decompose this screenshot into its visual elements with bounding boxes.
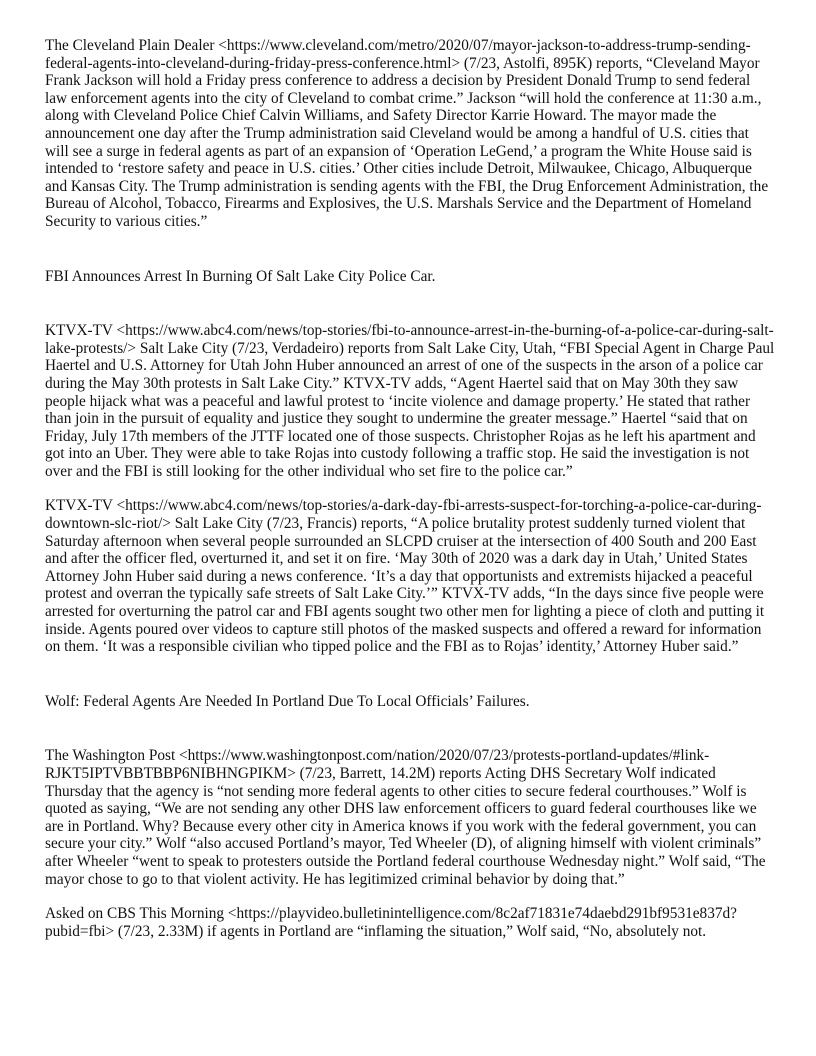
spacer (45, 285, 775, 322)
headline-wolf-portland: Wolf: Federal Agents Are Needed In Portland Due To Local Officials’ Failures. (45, 692, 530, 710)
document-page (45, 37, 775, 940)
paragraph-ktvx-francis: KTVX-TV <https://www.abc4.com/news/top-stories/a-dark-day-fbi-arrests-suspect-for-torching-a-police-car-during-downtown-slc-riot/> Salt Lake City (7/23, Francis) reports, “A police brutality protest suddenly turned violent that Saturday afternoon when several people surrounded an SLCPD cruiser at the intersection of 400 South and 200 East and after the officer fled, overturned it, and set it on fire. ‘May 30th of 2020 was a dark day in Utah,’ United States Attorney John Huber said during a news conference. ‘It’s a day that opportunists and extremists hijacked a peaceful protest and overran the typically safe streets of Salt Lake City.’” KTVX-TV adds, “In the days since five people were arrested for overturning the patrol car and FBI agents sought two other men for lighting a piece of cloth and putting it inside. Agents poured over videos to capture still photos of the masked suspects and offered a reward for information on them. ‘It was a responsible civilian who tipped police and the FBI as to Rojas’ identity,’ Attorney Huber said.” (45, 497, 765, 656)
paragraph-ktvx-verdadeiro: KTVX-TV <https://www.abc4.com/news/top-stories/fbi-to-announce-arrest-in-the-burning-of-a-police-car-during-salt-lake-protests/> Salt Lake City (7/23, Verdadeiro) reports from Salt Lake City, Utah, “FBI Special Agent in Charge Paul Haertel and U.S. Attorney for Utah John Huber announced an arrest of one of the suspects in the arson of a police car during the May 30th protests in Salt Lake City.” KTVX-TV adds, “Agent Haertel said that on May 30th they saw people hijack what was a peaceful and lawful protest to ‘incite violence and damage property.’ He stated that rather than join in the pursuit of equality and justice they sought to undermine the greater message.” Haertel “said that on Friday, July 17th members of the JTTF located one of those suspects. Christopher Rojas as he left his apartment and got into an Uber. They were able to take Rojas into custody following a traffic stop. He said the investigation is not over and the FBI is still looking for the other individual who set fire to the police car.” (45, 322, 775, 480)
paragraph-washington-post: The Washington Post <https://www.washingtonpost.com/nation/2020/07/23/protests-portland-updates/#link-RJKT5IPTVBBTBBP6NIBHNGPIKM> (7/23, Barrett, 14.2M) reports Acting DHS Secretary Wolf indicated Thursday that the agency is “not sending more federal agents to other cities to secure federal courthouses.” Wolf is quoted as saying, “We are not sending any other DHS law enforcement officers to guard federal courthouses like we are in Portland. Why? Because every other city in America knows if you work with the federal government, you can secure your city.” Wolf “also accused Portland’s mayor, Ted Wheeler (D), of aligning himself with violent criminals” after Wheeler “went to speak to protesters outside the Portland federal courthouse Wednesday night.” Wolf said, “The mayor chose to go to that violent activity. He has legitimized criminal behavior by doing that.” (45, 747, 766, 888)
paragraph-cleveland: The Cleveland Plain Dealer <https://www.cleveland.com/metro/2020/07/mayor-jackson-to-address-trump-sending-federal-agents-into-cleveland-during-friday-press-conference.html> (7/23, Astolfi, 895K) reports, “Cleveland Mayor Frank Jackson will hold a Friday press conference to address a decision by President Donald Trump to send federal law enforcement agents into the city of Cleveland to combat crime.” Jackson “will hold the conference at 11:30 a.m., along with Cleveland Police Chief Calvin Williams, and Safety Director Karrie Howard. The mayor made the announcement one day after the Trump administration said Cleveland would be among a handful of U.S. cities that will see a surge in federal agents as part of an expansion of ‘Operation LeGend,’ a program the White House said is intended to ‘restore safety and peace in U.S. cities.’ Other cities include Detroit, Milwaukee, Chicago, Albuquerque and Kansas City. The Trump administration is sending agents with the FBI, the Drug Enforcement Administration, the Bureau of Alcohol, Tobacco, Firearms and Explosives, the U.S. Marshals Service and the Department of Homeland Security to various cities.” (45, 37, 769, 230)
spacer (45, 888, 775, 905)
spacer (45, 480, 775, 497)
spacer (45, 656, 775, 693)
headline-salt-lake-arrest: FBI Announces Arrest In Burning Of Salt Lake City Police Car. (45, 267, 436, 285)
paragraph-cbs-this-morning: Asked on CBS This Morning <https://playvideo.bulletinintelligence.com/8c2af71831e74daebd291bf9531e837d?pubid=fbi> (7/23, 2.33M) if agents in Portland are “inflaming the situation,” Wolf said, “No, absolutely not. (45, 905, 737, 940)
spacer (45, 710, 775, 747)
spacer (45, 231, 775, 268)
